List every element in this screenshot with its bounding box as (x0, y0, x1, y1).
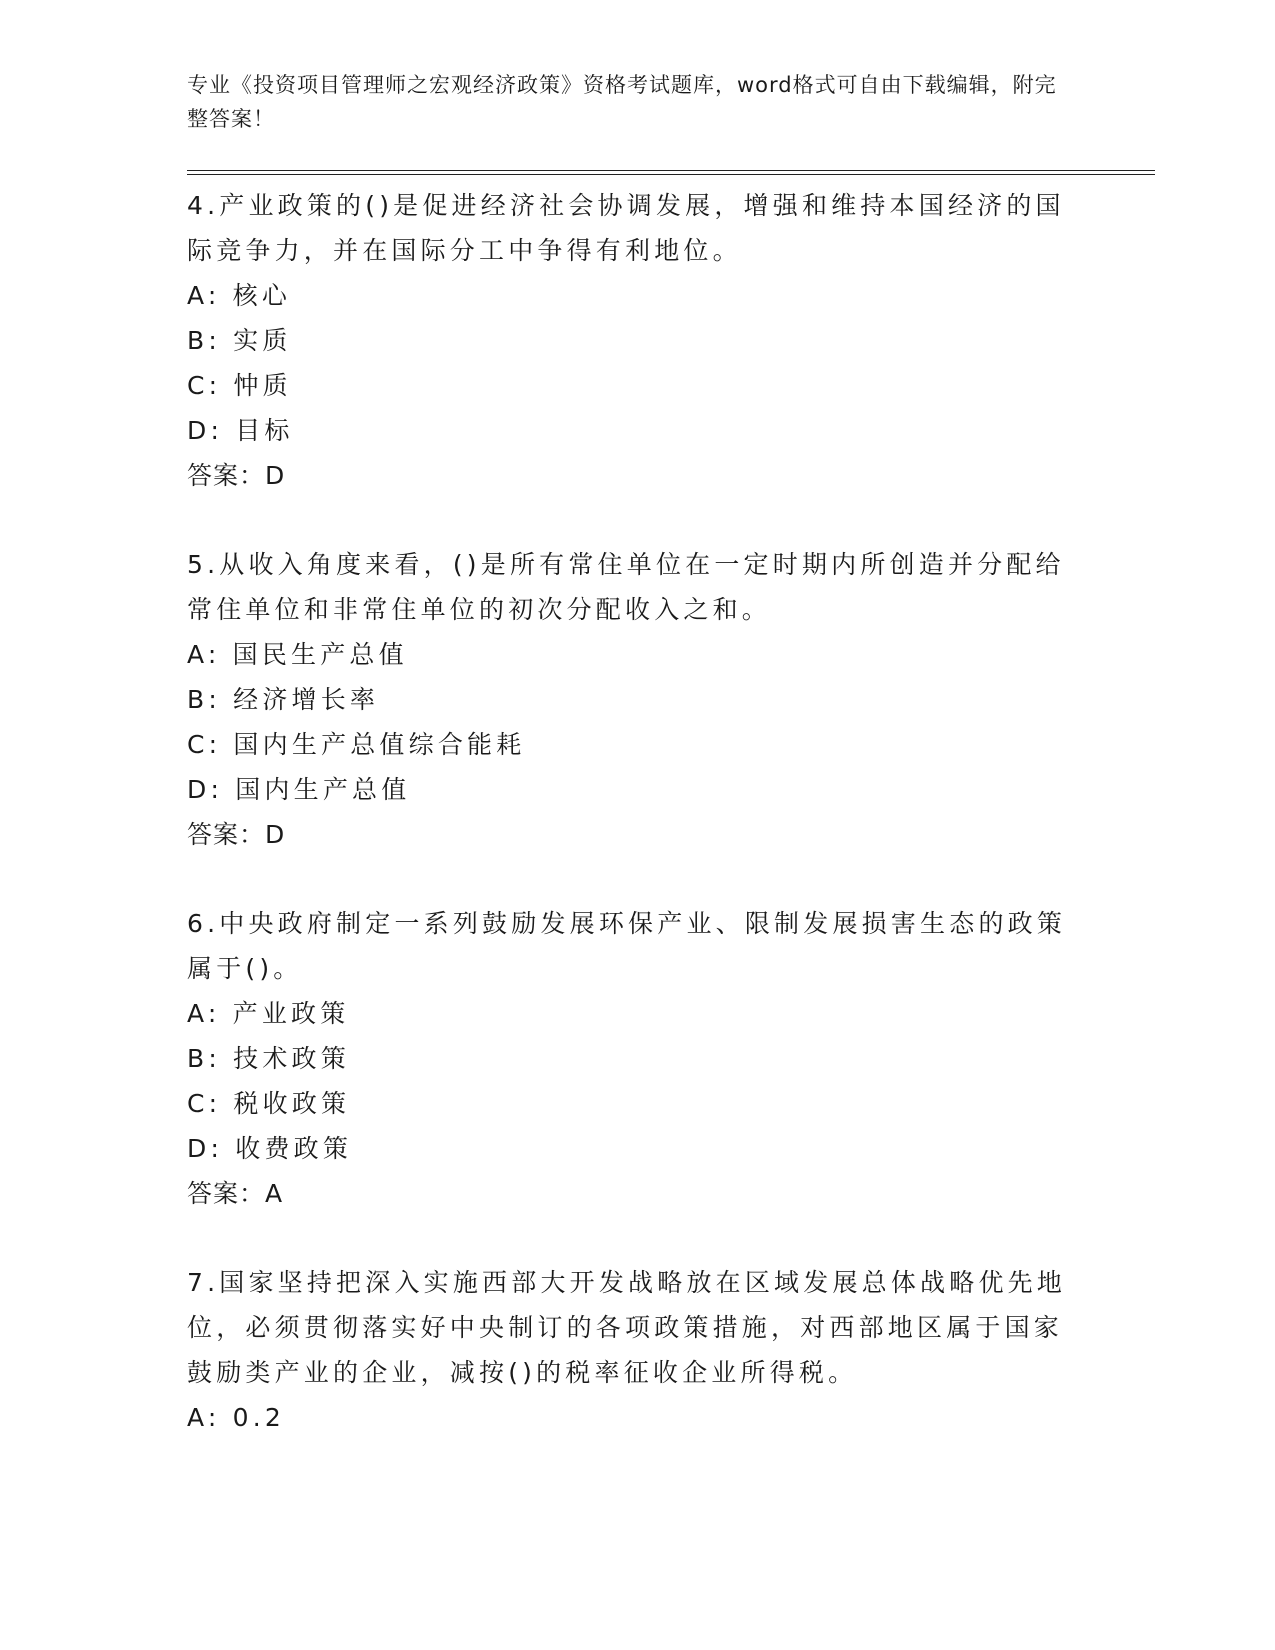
option-c: C: 忡质 (187, 371, 292, 400)
option-a: A: 核心 (187, 281, 292, 310)
question-4 (187, 183, 1155, 498)
option-a: A: 国民生产总值 (187, 640, 408, 669)
option-b: B: 技术政策 (187, 1044, 350, 1073)
option-c: C: 税收政策 (187, 1089, 351, 1118)
document-page (187, 68, 1155, 1484)
option-c: C: 国内生产总值综合能耗 (187, 730, 526, 759)
document-header: 专业《投资项目管理师之宏观经济政策》资格考试题库，word格式可自由下载编辑，附完整答案！ (187, 73, 1057, 131)
option-a: A: 0.2 (187, 1403, 285, 1432)
question-stem: 7.国家坚持把深入实施西部大开发战略放在区域发展总体战略优先地位，必须贯彻落实好中央制订的各项政策措施，对西部地区属于国家鼓励类产业的企业，减按()的税率征收企业所得税。 (187, 1268, 1067, 1387)
option-d: D: 国内生产总值 (187, 775, 411, 804)
answer-line: 答案：D (187, 820, 286, 849)
question-7 (187, 1260, 1155, 1440)
answer-line: 答案：D (187, 461, 286, 490)
option-b: B: 实质 (187, 326, 292, 355)
question-5 (187, 542, 1155, 857)
question-stem: 5.从收入角度来看，()是所有常住单位在一定时期内所创造并分配给常住单位和非常住单位的初次分配收入之和。 (187, 550, 1065, 624)
answer-line: 答案：A (187, 1179, 284, 1208)
question-list (187, 183, 1155, 1440)
question-stem: 4.产业政策的()是促进经济社会协调发展，增强和维持本国经济的国际竞争力，并在国际分工中争得有利地位。 (187, 191, 1065, 265)
question-stem: 6.中央政府制定一系列鼓励发展环保产业、限制发展损害生态的政策属于()。 (187, 909, 1067, 983)
option-d: D: 收费政策 (187, 1134, 353, 1163)
option-d: D: 目标 (187, 416, 294, 445)
option-a: A: 产业政策 (187, 999, 350, 1028)
question-6 (187, 901, 1155, 1216)
header-divider (187, 170, 1155, 175)
option-b: B: 经济增长率 (187, 685, 380, 714)
